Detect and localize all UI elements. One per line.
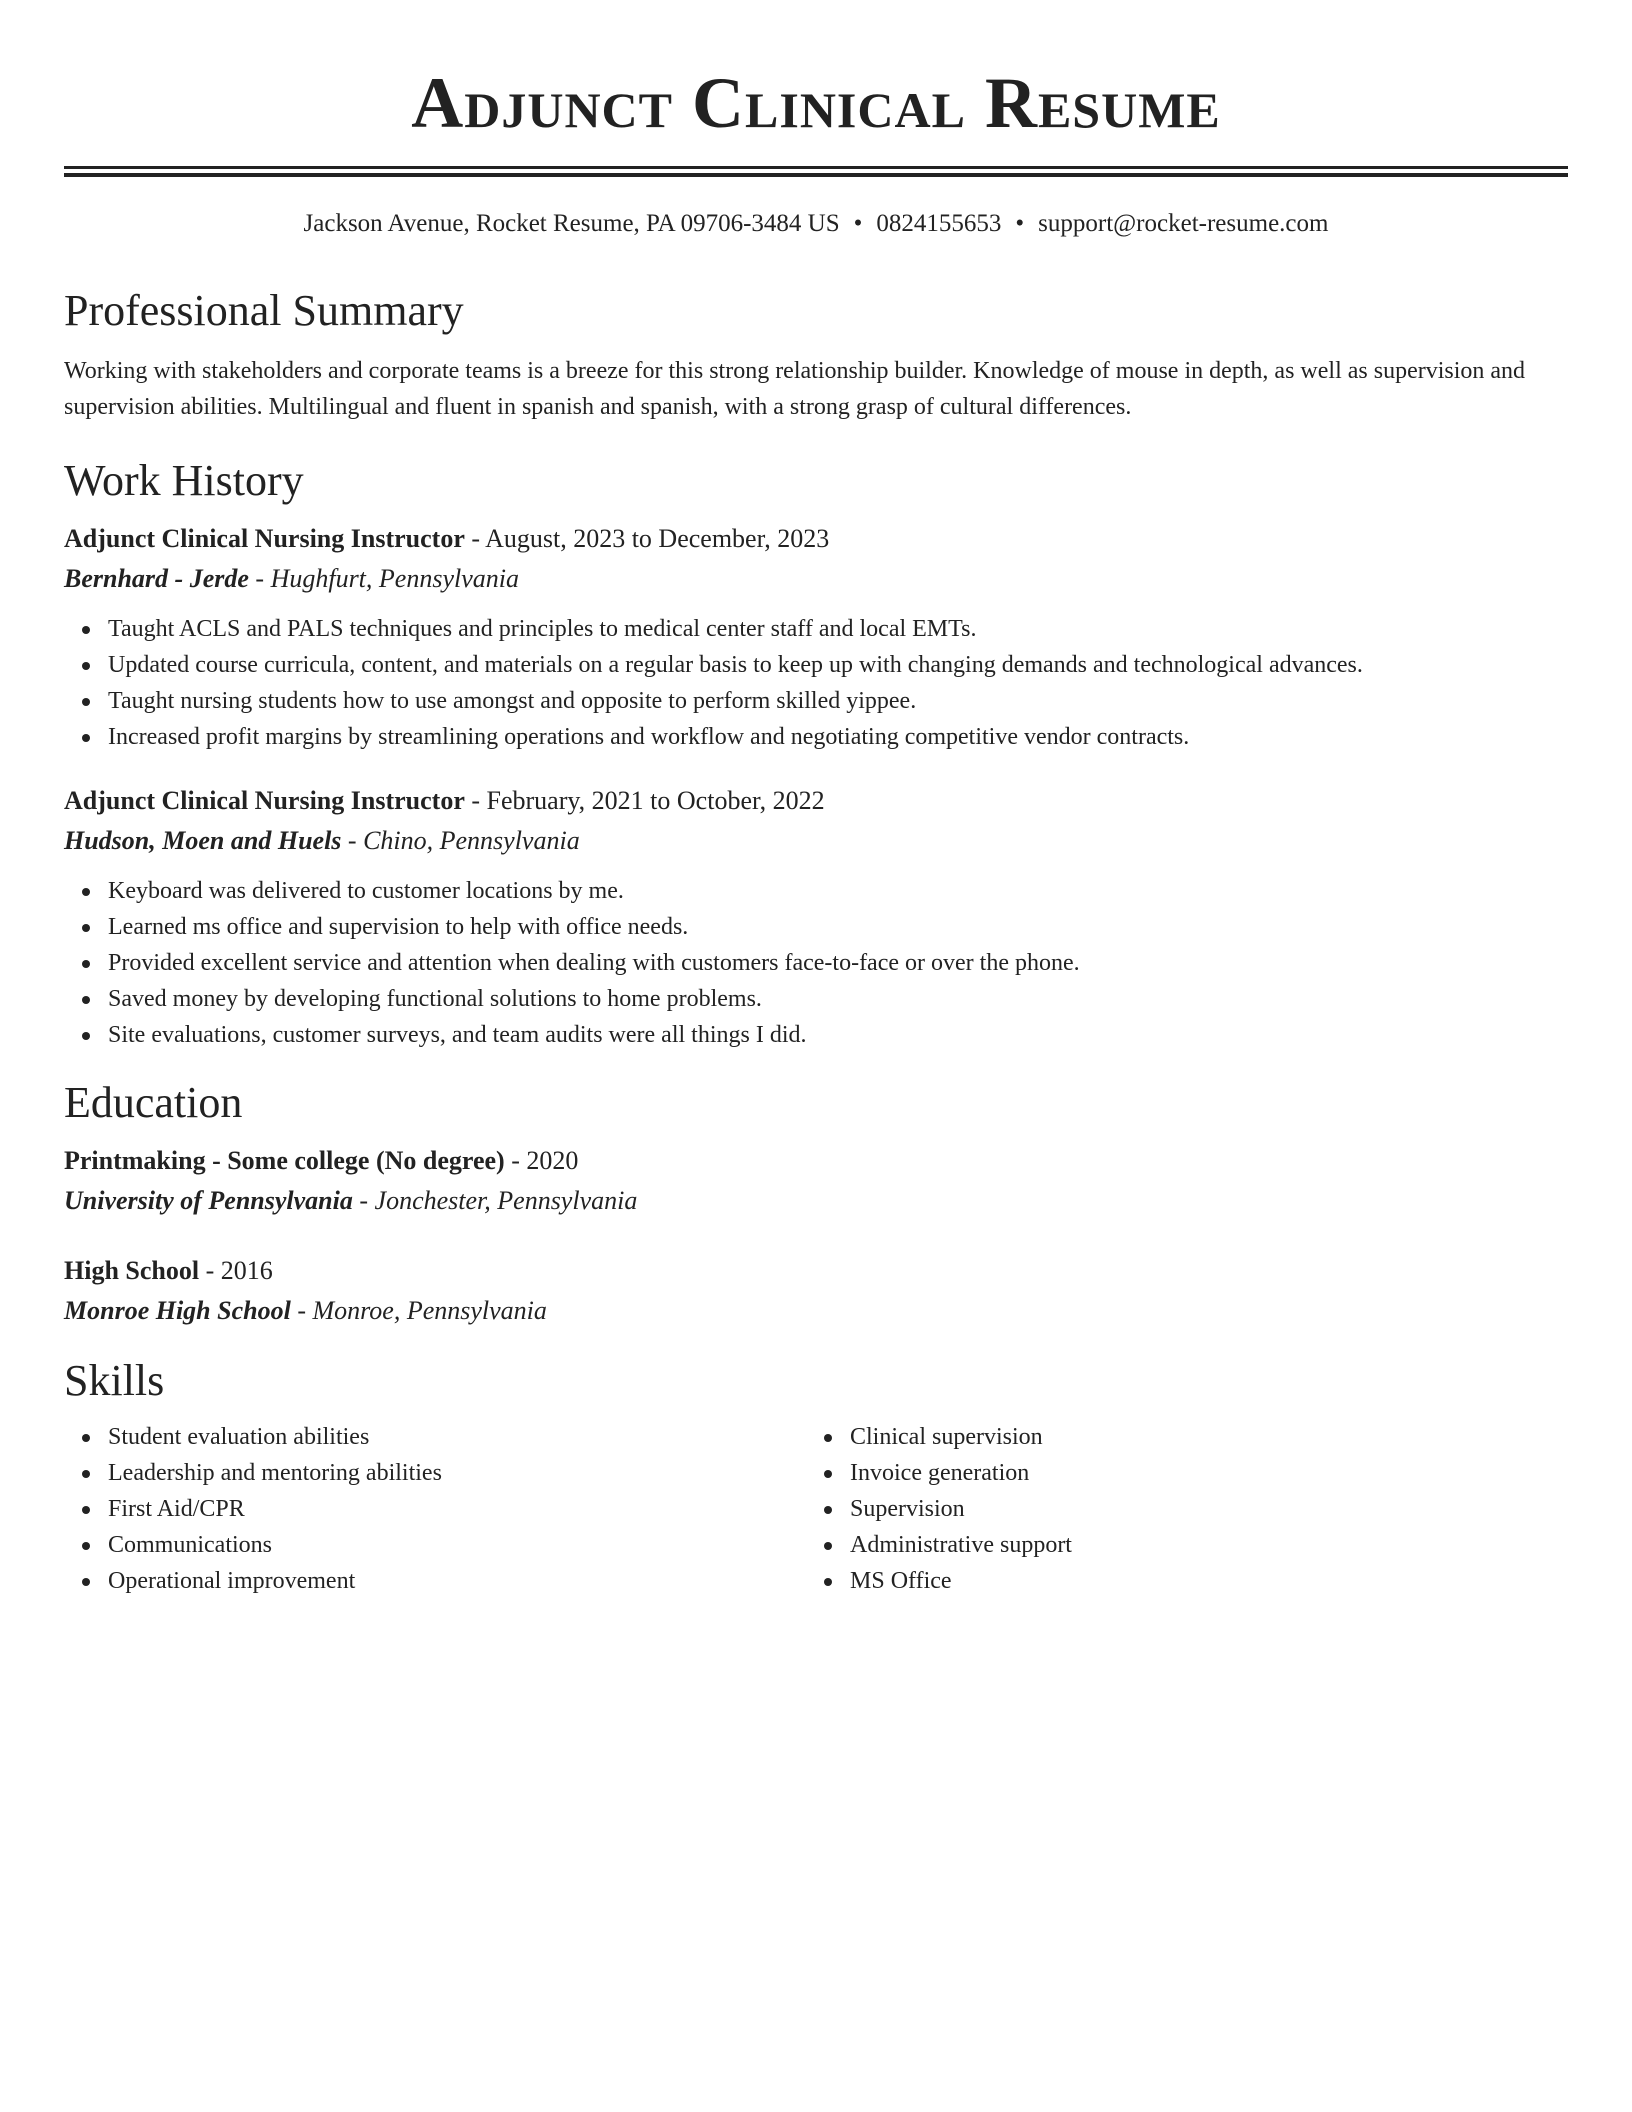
job-company-line: [64, 821, 1568, 861]
resume-title: Adjunct Clinical Resume: [411, 63, 1221, 143]
list-item: Taught nursing students how to use amongst and opposite to perform skilled yippee.: [108, 683, 1568, 719]
job-duties: [64, 611, 1568, 755]
education-heading: Education: [64, 1078, 243, 1127]
skills-heading: Skills: [64, 1356, 165, 1405]
skills-list: [806, 1419, 1548, 1599]
graduation-year: - 2016: [199, 1256, 273, 1285]
degree-line: [64, 1141, 1568, 1181]
resume-page: [64, 0, 1568, 1599]
job-title-line: [64, 781, 1568, 821]
contact-address: Jackson Avenue, Rocket Resume, PA 09706-3484 US: [303, 210, 840, 237]
school-location: - Jonchester, Pennsylvania: [352, 1186, 638, 1215]
list-item: Supervision: [850, 1491, 1548, 1527]
job-title: Adjunct Clinical Nursing Instructor: [64, 786, 465, 815]
education-entry: [64, 1141, 1568, 1221]
work-history-heading: Work History: [64, 456, 304, 505]
skills-column-left: [64, 1419, 806, 1599]
list-item: Site evaluations, customer surveys, and team audits were all things I did.: [108, 1017, 1568, 1053]
job-company-line: [64, 559, 1568, 599]
contact-email: support@rocket-resume.com: [1038, 210, 1329, 237]
list-item: MS Office: [850, 1563, 1548, 1599]
job-location: - Chino, Pennsylvania: [341, 826, 580, 855]
list-item: Taught ACLS and PALS techniques and principles to medical center staff and local EMTs.: [108, 611, 1568, 647]
job-company: Bernhard - Jerde: [64, 564, 249, 593]
skills-list: [64, 1419, 806, 1599]
education-entry: [64, 1251, 1568, 1331]
contact-line: [64, 207, 1568, 241]
list-item: Learned ms office and supervision to help with office needs.: [108, 909, 1568, 945]
job-company: Hudson, Moen and Huels: [64, 826, 342, 855]
list-item: Administrative support: [850, 1527, 1548, 1563]
contact-separator: •: [1015, 210, 1025, 237]
list-item: Operational improvement: [108, 1563, 806, 1599]
job-duties: [64, 873, 1568, 1053]
skills-column-right: [806, 1419, 1548, 1599]
school-line: [64, 1291, 1568, 1331]
summary-text: Working with stakeholders and corporate teams is a breeze for this strong relationship builder. Knowledge of mouse in depth, as well as supervision and supervision abilities. Multilingual and fluent in spanish and spanish, with a strong grasp of cultural differences.: [64, 358, 1526, 420]
skills-grid: [64, 1419, 1568, 1599]
job-entry: [64, 519, 1568, 755]
degree-line: [64, 1251, 1568, 1291]
job-title-line: [64, 519, 1568, 559]
school-line: [64, 1181, 1568, 1221]
list-item: Invoice generation: [850, 1455, 1548, 1491]
job-location: - Hughfurt, Pennsylvania: [248, 564, 519, 593]
list-item: Clinical supervision: [850, 1419, 1548, 1455]
school-name: Monroe High School: [64, 1296, 291, 1325]
job-title: Adjunct Clinical Nursing Instructor: [64, 524, 465, 553]
list-item: Increased profit margins by streamlining operations and workflow and negotiating competitive vendor contracts.: [108, 719, 1568, 755]
school-location: - Monroe, Pennsylvania: [290, 1296, 547, 1325]
title-divider: [64, 166, 1568, 177]
list-item: Updated course curricula, content, and materials on a regular basis to keep up with changing demands and technological advances.: [108, 647, 1568, 683]
list-item: Leadership and mentoring abilities: [108, 1455, 806, 1491]
job-dates: - February, 2021 to October, 2022: [464, 786, 825, 815]
list-item: Student evaluation abilities: [108, 1419, 806, 1455]
contact-separator: •: [853, 210, 863, 237]
job-entry: [64, 781, 1568, 1053]
list-item: Saved money by developing functional solutions to home problems.: [108, 981, 1568, 1017]
list-item: Keyboard was delivered to customer locations by me.: [108, 873, 1568, 909]
job-dates: - August, 2023 to December, 2023: [464, 524, 830, 553]
degree: High School: [64, 1256, 200, 1285]
graduation-year: - 2020: [504, 1146, 579, 1175]
degree: Printmaking - Some college (No degree): [64, 1146, 505, 1175]
contact-phone: 0824155653: [876, 210, 1002, 237]
list-item: Provided excellent service and attention when dealing with customers face-to-face or over the phone.: [108, 945, 1568, 981]
list-item: First Aid/CPR: [108, 1491, 806, 1527]
list-item: Communications: [108, 1527, 806, 1563]
summary-heading: Professional Summary: [64, 286, 464, 335]
school-name: University of Pennsylvania: [64, 1186, 353, 1215]
